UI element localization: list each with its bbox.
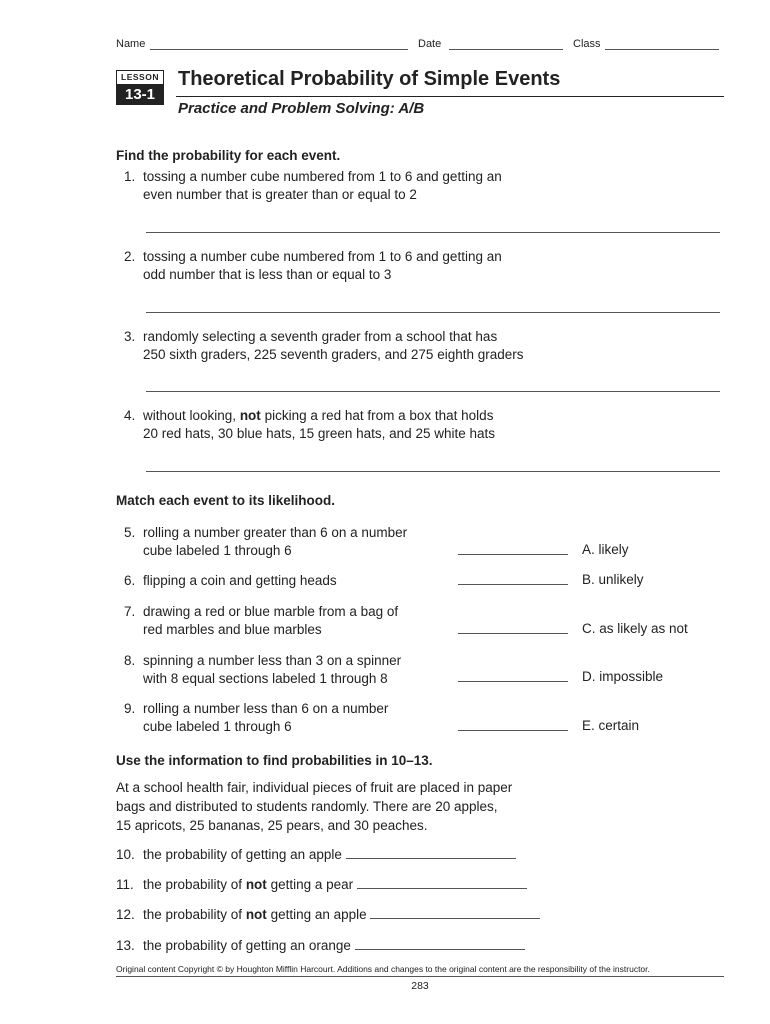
question-text-line1 [143,407,493,425]
choice-e: E. certain [582,718,640,733]
date-label: Date [418,38,442,50]
text-segment: the probability of [143,877,246,892]
answer-blank-10[interactable] [346,847,516,859]
question-number: 8. [124,653,136,668]
question-number: 2. [124,249,136,264]
question-8 [124,652,444,692]
question-13 [116,937,716,957]
question-number: 13. [116,938,135,953]
title-divider [176,96,724,97]
question-text-line1: randomly selecting a seventh grader from a school that has [143,329,498,344]
question-text-line2: red marbles and blue marbles [143,622,322,637]
text-segment: picking a red hat from a box that holds [260,408,494,423]
question-number: 7. [124,604,136,619]
question-text-line2: cube labeled 1 through 6 [143,719,292,734]
intro-line: At a school health fair, individual pieces of fruit are placed in paper [116,780,513,795]
text-segment: without looking, [143,408,240,423]
question-11 [116,876,716,896]
name-field[interactable] [150,38,408,50]
question-number: 1. [124,169,136,184]
intro-line: 15 apricots, 25 bananas, 25 pears, and 30 peaches. [116,818,428,833]
question-number: 12. [116,907,135,922]
page-subtitle: Practice and Problem Solving: A/B [178,100,425,117]
question-text [143,937,525,955]
choice-c: C. as likely as not [582,621,688,636]
question-number: 6. [124,573,136,588]
question-text-line1: rolling a number greater than 6 on a number [143,525,408,540]
name-label: Name [116,38,146,50]
text-segment: getting a pear [266,877,354,892]
question-6 [124,572,444,592]
question-text [143,846,516,864]
question-text-line2: with 8 equal sections labeled 1 through 8 [143,671,388,686]
question-number: 5. [124,525,136,540]
footer-divider [116,976,724,977]
date-field[interactable] [449,38,563,50]
question-number: 10. [116,847,135,862]
lesson-badge [116,70,164,106]
choice-a: A. likely [582,542,629,557]
lesson-tag: LESSON [116,70,164,84]
question-number: 3. [124,329,136,344]
copyright-notice: Original content Copyright © by Houghton Mifflin Harcourt. Additions and changes to the original content are the responsibility of the instructor. [116,964,650,974]
answer-line-2[interactable] [146,312,720,313]
answer-line-1[interactable] [146,232,720,233]
class-label: Class [573,38,601,50]
text-segment: getting an apple [266,907,367,922]
question-text-line1: spinning a number less than 3 on a spinner [143,653,402,668]
emphasis-not: not [245,877,267,892]
question-text-line1: tossing a number cube numbered from 1 to 6 and getting an [143,169,502,184]
section3-heading: Use the information to find probabilities in 10–13. [116,753,433,768]
section2-heading: Match each event to its likelihood. [116,493,336,508]
page-title: Theoretical Probability of Simple Events [178,68,561,90]
match-blank-7[interactable] [458,622,568,634]
page-number: 283 [411,980,429,992]
lesson-number: 13-1 [116,84,164,105]
intro-line: bags and distributed to students randomly. There are 20 apples, [116,799,498,814]
question-7 [124,603,444,643]
question-text [143,876,527,894]
match-blank-9[interactable] [458,719,568,731]
match-blank-6[interactable] [458,573,568,585]
question-3 [124,328,724,368]
answer-blank-11[interactable] [357,877,527,889]
text-segment: the probability of getting an orange [143,938,351,953]
choice-d: D. impossible [582,669,664,684]
question-number: 9. [124,701,136,716]
header-row [116,38,724,52]
question-10 [116,846,716,866]
question-text-line1: drawing a red or blue marble from a bag of [143,604,399,619]
emphasis-not: not [239,408,261,423]
question-text-line2: cube labeled 1 through 6 [143,543,292,558]
emphasis-not: not [245,907,267,922]
answer-blank-12[interactable] [370,907,540,919]
answer-blank-13[interactable] [355,938,525,950]
choice-b: B. unlikely [582,572,644,587]
question-4 [124,407,724,447]
class-field[interactable] [605,38,719,50]
question-12 [116,906,716,926]
question-2 [124,248,724,288]
section1-heading: Find the probability for each event. [116,148,341,163]
question-text-line1: rolling a number less than 6 on a number [143,701,389,716]
answer-line-3[interactable] [146,391,720,392]
question-9 [124,700,444,740]
text-segment: the probability of getting an apple [143,847,342,862]
text-segment: the probability of [143,907,246,922]
question-number: 4. [124,408,136,423]
match-blank-8[interactable] [458,670,568,682]
match-blank-5[interactable] [458,543,568,555]
question-text-line2: odd number that is less than or equal to 3 [143,267,392,282]
question-text-line2: 20 red hats, 30 blue hats, 15 green hats, and 25 white hats [143,426,495,441]
section3-intro [116,778,716,835]
question-1 [124,168,724,208]
answer-line-4[interactable] [146,471,720,472]
question-text-line1: tossing a number cube numbered from 1 to 6 and getting an [143,249,502,264]
question-5 [124,524,444,564]
question-text [143,906,540,924]
question-text-line2: even number that is greater than or equal to 2 [143,187,417,202]
question-number: 11. [116,877,134,892]
question-text-line2: 250 sixth graders, 225 seventh graders, and 275 eighth graders [143,347,524,362]
question-text-line1: flipping a coin and getting heads [143,573,337,588]
